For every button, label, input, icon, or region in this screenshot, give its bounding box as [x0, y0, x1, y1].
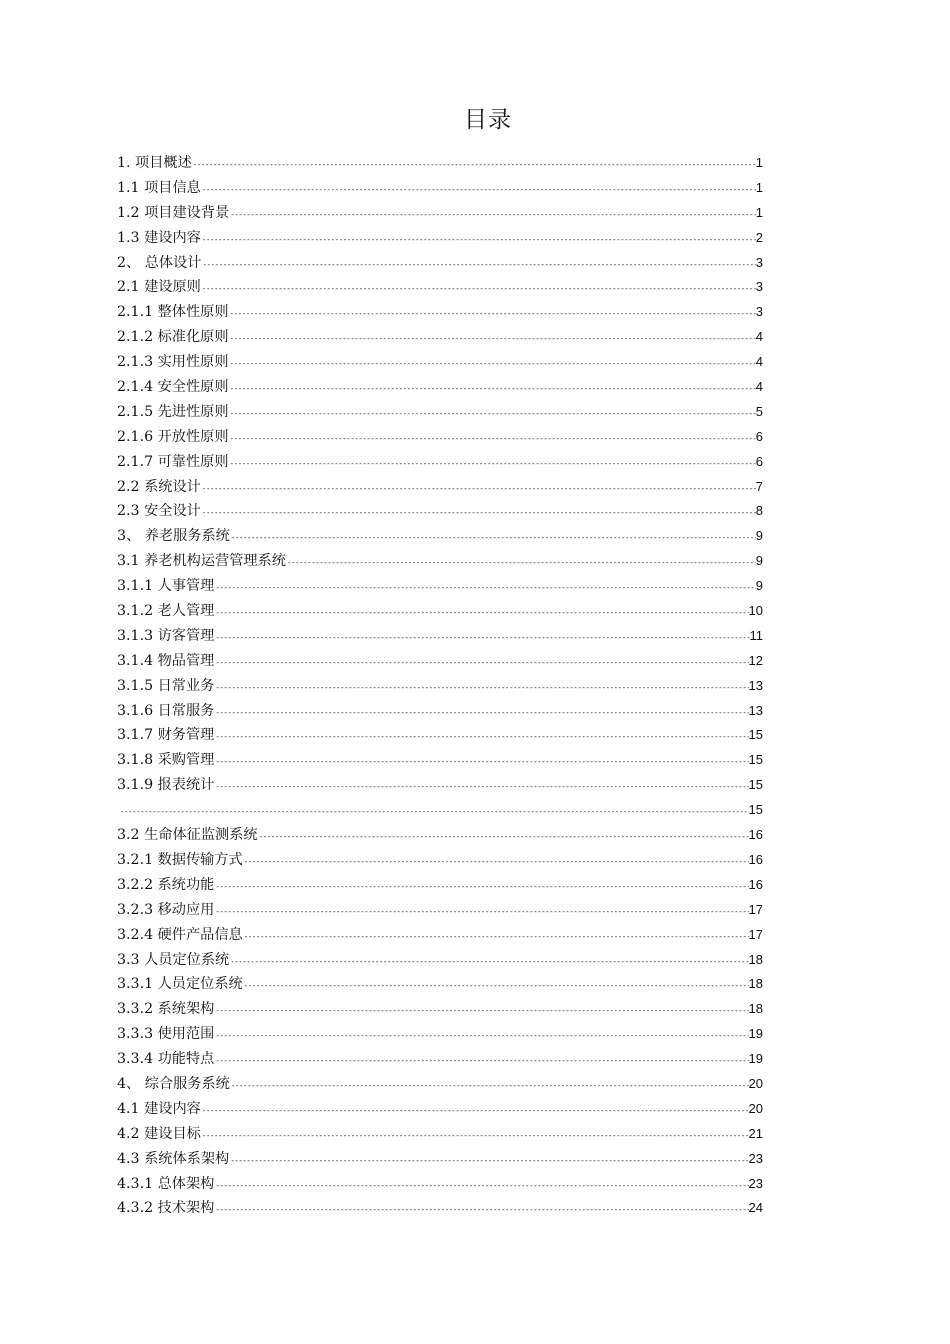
toc-entry-title: 4.1 建设内容 — [117, 1100, 201, 1117]
toc-dot-leader — [229, 452, 756, 475]
toc-dot-leader — [243, 925, 749, 948]
toc-dot-leader — [201, 1124, 749, 1147]
toc-entry-page-number: 18 — [748, 976, 763, 992]
toc-entry-page-number: 1 — [755, 204, 763, 220]
toc-entry-page-number: 8 — [755, 503, 763, 519]
toc-entry[interactable] — [117, 948, 763, 973]
toc-entry-title: 2.1.7 可靠性原则 — [117, 453, 229, 470]
toc-entry-page-number: 9 — [755, 553, 763, 569]
toc-entry-title: 3.1.6 日常服务 — [117, 702, 215, 719]
toc-entry-title: 3、 养老服务系统 — [117, 528, 230, 545]
toc-entry-page-number: 4 — [755, 379, 763, 395]
toc-dot-leader — [214, 1024, 748, 1047]
toc-entry-page-number: 17 — [748, 901, 763, 917]
toc-entry-page-number: 4 — [755, 354, 763, 370]
toc-entry-page-number: 23 — [748, 1150, 763, 1166]
toc-entry[interactable] — [117, 574, 763, 599]
toc-entry[interactable] — [117, 425, 763, 450]
toc-entry-page-number: 18 — [748, 951, 763, 967]
toc-entry[interactable] — [117, 748, 763, 773]
toc-entry-page-number: 13 — [748, 677, 763, 693]
toc-entry-title: 2.2 系统设计 — [117, 478, 201, 495]
toc-entry-title: 4.2 建设目标 — [117, 1125, 201, 1142]
toc-entry-title: 3.2.4 硬件产品信息 — [117, 926, 243, 943]
toc-entry[interactable] — [117, 450, 763, 475]
toc-entry[interactable] — [117, 151, 763, 176]
toc-list — [117, 151, 763, 1221]
toc-entry[interactable] — [117, 1172, 763, 1197]
toc-entry[interactable] — [117, 798, 763, 823]
toc-entry[interactable] — [117, 972, 763, 997]
toc-entry-page-number: 19 — [748, 1026, 763, 1042]
toc-entry-page-number: 6 — [755, 428, 763, 444]
toc-dot-leader — [201, 1099, 749, 1122]
toc-entry-page-number: 1 — [755, 155, 763, 170]
toc-entry-title: 2.3 安全设计 — [117, 503, 201, 520]
toc-entry-page-number: 6 — [755, 453, 763, 469]
toc-entry-page-number: 9 — [755, 528, 763, 544]
toc-dot-leader — [214, 1198, 748, 1221]
toc-entry[interactable] — [117, 275, 763, 300]
toc-dot-leader — [214, 900, 748, 923]
toc-entry[interactable] — [117, 1122, 763, 1147]
toc-entry[interactable] — [117, 1196, 763, 1221]
toc-entry[interactable] — [117, 549, 763, 574]
toc-entry-title: 4.3 系统体系架构 — [117, 1150, 230, 1167]
toc-entry-title: 3.1.5 日常业务 — [117, 677, 215, 694]
toc-entry[interactable] — [117, 1147, 763, 1172]
toc-entry[interactable] — [117, 251, 763, 276]
toc-entry-title: 2.1.4 安全性原则 — [117, 379, 229, 396]
toc-entry-page-number: 4 — [755, 329, 763, 345]
toc-entry-title: 3.3.2 系统架构 — [117, 1001, 215, 1018]
toc-entry-page-number: 12 — [748, 652, 763, 668]
toc-entry[interactable] — [117, 997, 763, 1022]
toc-entry-title: 3.3.4 功能特点 — [117, 1051, 215, 1068]
toc-entry-page-number: 20 — [748, 1100, 763, 1116]
toc-dot-leader — [214, 1049, 748, 1072]
toc-dot-leader — [214, 651, 748, 674]
toc-entry-title: 1. 项目概述 — [117, 155, 192, 171]
toc-entry[interactable] — [117, 1022, 763, 1047]
toc-entry-page-number: 16 — [748, 876, 763, 892]
toc-entry-title: 2.1.6 开放性原则 — [117, 428, 229, 445]
toc-entry[interactable] — [117, 1047, 763, 1072]
toc-entry[interactable] — [117, 300, 763, 325]
toc-entry[interactable] — [117, 1072, 763, 1097]
toc-entry-title: 2.1.5 先进性原则 — [117, 403, 229, 420]
toc-dot-leader — [214, 775, 748, 798]
toc-entry-title: 3.1.4 物品管理 — [117, 652, 215, 669]
toc-entry[interactable] — [117, 176, 763, 201]
toc-entry[interactable] — [117, 898, 763, 923]
toc-dot-leader — [229, 203, 756, 226]
toc-entry-page-number: 10 — [748, 603, 763, 619]
toc-dot-leader — [243, 974, 749, 997]
toc-entry-title: 3.3 人员定位系统 — [117, 951, 230, 968]
toc-dot-leader — [229, 402, 756, 425]
toc-dot-leader — [214, 626, 749, 649]
toc-entry[interactable] — [117, 773, 763, 798]
toc-entry-page-number: 3 — [755, 304, 763, 320]
toc-entry[interactable] — [117, 923, 763, 948]
toc-entry-title: 2、 总体设计 — [117, 254, 202, 271]
toc-entry[interactable] — [117, 524, 763, 549]
toc-entry-page-number: 15 — [748, 777, 763, 793]
toc-entry-page-number: 3 — [755, 254, 763, 270]
toc-entry-title: 4、 综合服务系统 — [117, 1075, 230, 1092]
toc-entry-page-number: 1 — [755, 179, 763, 195]
toc-dot-leader — [192, 153, 756, 176]
toc-entry-title: 2.1 建设原则 — [117, 279, 201, 296]
toc-entry-title: 3.2.2 系统功能 — [117, 876, 215, 893]
toc-entry-page-number: 16 — [748, 851, 763, 867]
toc-entry-page-number: 9 — [755, 578, 763, 594]
toc-dot-leader — [229, 377, 756, 400]
toc-entry-title: 3.2 生命体征监测系统 — [117, 827, 258, 844]
toc-entry[interactable] — [117, 723, 763, 748]
toc-entry[interactable] — [117, 201, 763, 226]
toc-entry[interactable] — [117, 599, 763, 624]
toc-dot-leader — [201, 477, 756, 500]
toc-dot-leader — [214, 676, 748, 699]
toc-dot-leader — [230, 526, 756, 549]
toc-entry-title: 3.1.1 人事管理 — [117, 578, 215, 595]
toc-dot-leader — [229, 302, 756, 325]
toc-entry-title: 3.3.1 人员定位系统 — [117, 976, 243, 993]
toc-entry-page-number: 19 — [748, 1051, 763, 1067]
toc-entry-title: 2.1.3 实用性原则 — [117, 354, 229, 371]
toc-entry[interactable] — [117, 350, 763, 375]
toc-entry-title: 3.1.2 老人管理 — [117, 603, 215, 620]
toc-entry-title: 3.1.8 采购管理 — [117, 752, 215, 769]
toc-entry-page-number: 3 — [755, 279, 763, 295]
toc-entry-title: 3.2.1 数据传输方式 — [117, 851, 243, 868]
toc-entry-page-number: 2 — [755, 229, 763, 245]
toc-entry-title: 3.1.3 访客管理 — [117, 627, 215, 644]
toc-entry-page-number: 5 — [755, 403, 763, 419]
toc-dot-leader — [214, 1174, 748, 1197]
toc-entry[interactable] — [117, 674, 763, 699]
toc-entry-title: 2.1.2 标准化原则 — [117, 329, 229, 346]
toc-entry-title: 3.1.9 报表统计 — [117, 777, 215, 794]
toc-entry-page-number: 24 — [748, 1200, 763, 1216]
toc-dot-leader — [201, 501, 756, 524]
toc-dot-leader — [201, 277, 756, 300]
toc-dot-leader — [229, 427, 756, 450]
toc-dot-leader — [214, 725, 748, 748]
toc-dot-leader — [201, 178, 756, 201]
toc-entry[interactable] — [117, 873, 763, 898]
toc-dot-leader — [258, 825, 749, 848]
toc-entry[interactable] — [117, 848, 763, 873]
toc-entry-title: 4.3.2 技术架构 — [117, 1200, 215, 1217]
toc-dot-leader — [286, 551, 756, 574]
toc-dot-leader — [214, 999, 748, 1022]
toc-dot-leader — [214, 601, 748, 624]
toc-dot-leader — [214, 576, 755, 599]
toc-entry-page-number: 18 — [748, 1001, 763, 1017]
toc-dot-leader — [230, 1074, 749, 1097]
toc-entry-page-number: 7 — [755, 478, 763, 494]
toc-dot-leader — [214, 750, 748, 773]
toc-entry-page-number: 20 — [748, 1075, 763, 1091]
toc-entry-page-number: 15 — [748, 727, 763, 743]
toc-dot-leader — [243, 850, 749, 873]
toc-entry[interactable] — [117, 375, 763, 400]
toc-title: 目录 — [464, 107, 512, 133]
toc-entry-page-number: 11 — [749, 627, 763, 643]
toc-entry[interactable] — [117, 1097, 763, 1122]
toc-entry-page-number: 16 — [748, 827, 763, 843]
toc-entry-title: 4.3.1 总体架构 — [117, 1175, 215, 1192]
toc-dot-leader — [229, 352, 756, 375]
toc-entry-page-number: 15 — [748, 802, 763, 818]
toc-entry-title: 3.1 养老机构运营管理系统 — [117, 553, 286, 570]
toc-dot-leader — [214, 701, 748, 724]
toc-entry-title: 2.1.1 整体性原则 — [117, 304, 229, 321]
toc-entry[interactable] — [117, 400, 763, 425]
toc-entry-page-number: 15 — [748, 752, 763, 768]
toc-entry[interactable] — [117, 226, 763, 251]
toc-entry-title: 3.2.3 移动应用 — [117, 901, 215, 918]
toc-entry-page-number: 23 — [748, 1175, 763, 1191]
toc-dot-leader — [201, 253, 755, 276]
toc-entry[interactable] — [117, 699, 763, 724]
toc-dot-leader — [201, 228, 756, 251]
toc-entry[interactable] — [117, 649, 763, 674]
toc-dot-leader — [214, 875, 748, 898]
toc-entry-title: 3.1.7 财务管理 — [117, 727, 215, 744]
toc-entry[interactable] — [117, 624, 763, 649]
toc-entry-title: 1.3 建设内容 — [117, 229, 201, 246]
toc-dot-leader — [229, 1149, 748, 1172]
toc-dot-leader — [117, 800, 749, 823]
toc-entry[interactable] — [117, 325, 763, 350]
toc-entry-title: 3.3.3 使用范围 — [117, 1026, 215, 1043]
toc-entry-title: 1.2 项目建设背景 — [117, 204, 230, 221]
toc-entry-page-number: 13 — [748, 702, 763, 718]
toc-entry-page-number: 17 — [748, 926, 763, 942]
toc-dot-leader — [229, 327, 756, 350]
toc-entry[interactable] — [117, 823, 763, 848]
toc-entry[interactable] — [117, 475, 763, 500]
toc-entry[interactable] — [117, 499, 763, 524]
toc-entry-page-number: 21 — [748, 1125, 763, 1141]
toc-dot-leader — [229, 950, 748, 973]
toc-entry-title: 1.1 项目信息 — [117, 179, 201, 196]
